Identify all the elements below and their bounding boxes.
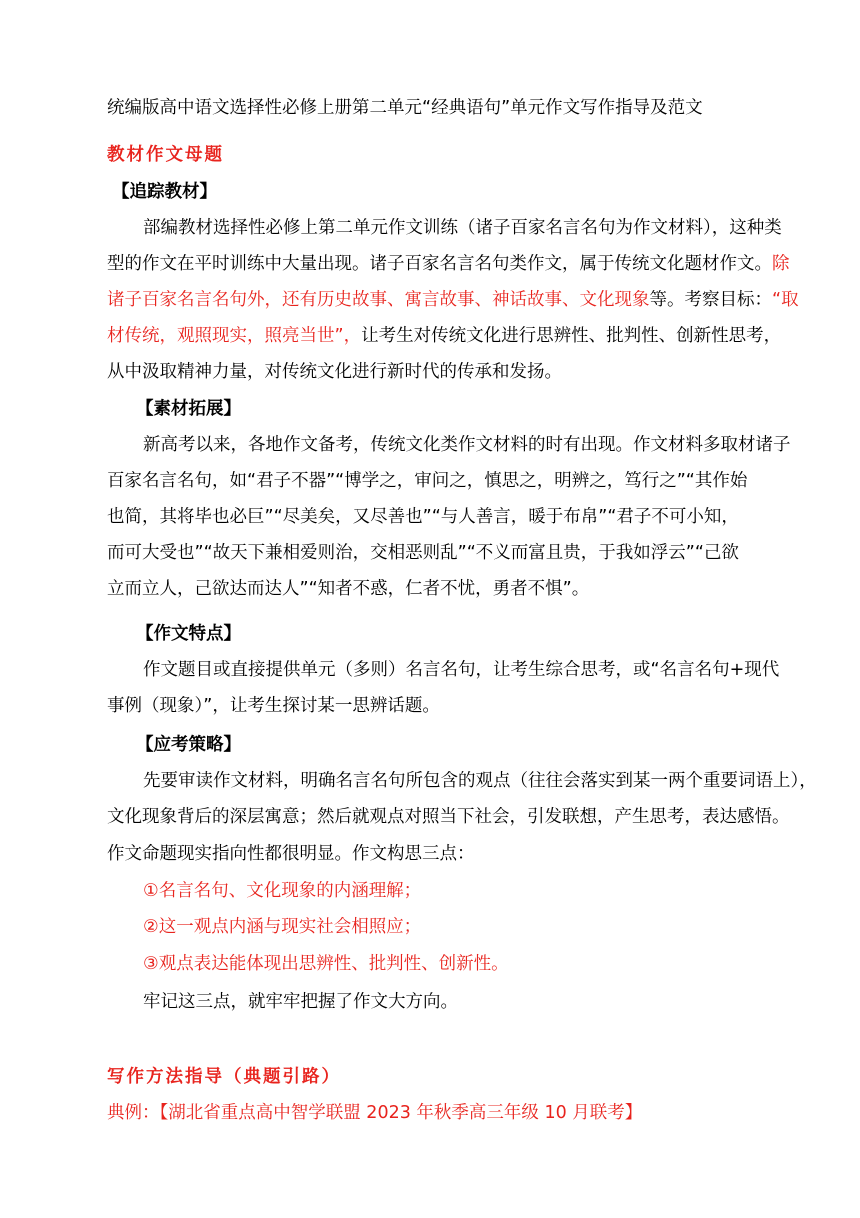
- strategy-label: 【应考策略】: [136, 735, 241, 755]
- expand-line-4: 而可大受也”“故天下兼相爱则治，交相恶则乱”“不义而富且贵，于我如浮云”“己欲: [107, 543, 739, 563]
- tracking-line-3: [107, 288, 799, 312]
- expand-line-2: 百家名言名句，如“君子不器”“博学之，审问之，慎思之，明辨之，笃行之”“其作始: [107, 471, 748, 491]
- tracking-line-4: [107, 324, 781, 348]
- example-heading: 典例：【湖北省重点高中智学联盟 2023 年秋季高三年级 10 月联考】: [107, 1103, 643, 1123]
- section-heading-textbook: 教材作文母题: [107, 145, 224, 165]
- strategy-line-3: 作文命题现实指向性都很明显。作文构思三点：: [107, 844, 475, 864]
- strategy-conclusion: 牢记这三点，就牢牢把握了作文大方向。: [143, 992, 458, 1012]
- tracking-label: 【追踪教材】: [112, 182, 217, 202]
- tracking-line-5: 从中汲取精神力量，对传统文化进行新时代的传承和发扬。: [107, 362, 562, 382]
- strategy-line-2: 文化现象背后的深层寓意；然后就观点对照当下社会，引发联想，产生思考，表达感悟。: [107, 807, 790, 827]
- tracking-line-3-red2: “取: [772, 290, 799, 310]
- expand-line-5: 立而立人，己欲达而达人”“知者不惑，仁者不忧，勇者不惧”。: [107, 579, 590, 599]
- feature-label: 【作文特点】: [136, 624, 241, 644]
- tracking-line-2: [107, 252, 790, 276]
- expand-label: 【素材拓展】: [136, 399, 241, 419]
- tracking-line-3-text: 等。考察目标：: [649, 290, 772, 310]
- document-title: 统编版高中语文选择性必修上册第二单元“经典语句”单元作文写作指导及范文: [107, 98, 703, 118]
- expand-line-1: 新高考以来，各地作文备考，传统文化类作文材料的时有出现。作文材料多取材诸子: [143, 435, 791, 455]
- tracking-line-3-red: 诸子百家名言名句外，还有历史故事、寓言故事、神话故事、文化现象: [107, 290, 650, 310]
- tracking-line-1: 部编教材选择性必修上第二单元作文训练（诸子百家名言名句为作文材料），这种类: [143, 218, 782, 238]
- strategy-line-1: 先要审读作文材料，明确名言名句所包含的观点（往往会落实到某一两个重要词语上），: [143, 771, 817, 791]
- strategy-point-3: ③观点表达能体现出思辨性、批判性、创新性。: [143, 954, 509, 974]
- tracking-line-2-red: 除: [772, 254, 790, 274]
- tracking-line-4-text: 让考生对传统文化进行思辨性、批判性、创新性思考，: [361, 326, 782, 346]
- strategy-point-1: ①名言名句、文化现象的内涵理解；: [143, 881, 422, 901]
- strategy-point-2: ②这一观点内涵与现实社会相照应；: [143, 917, 422, 937]
- feature-line-2: 事例（现象）”，让考生探讨某一思辨话题。: [107, 696, 440, 716]
- section-heading-method: 写作方法指导（典题引路）: [107, 1067, 341, 1087]
- expand-line-3: 也简，其将毕也必巨”“尽美矣，又尽善也”“与人善言，暖于布帛”“君子不可小知，: [107, 507, 739, 527]
- tracking-line-4-red: 材传统，观照现实，照亮当世”，: [107, 326, 362, 346]
- tracking-line-2-text: 型的作文在平时训练中大量出现。诸子百家名言名句类作文，属于传统文化题材作文。: [107, 254, 772, 274]
- feature-line-1: 作文题目或直接提供单元（多则）名言名句，让考生综合思考，或“名言名句+现代: [143, 660, 780, 680]
